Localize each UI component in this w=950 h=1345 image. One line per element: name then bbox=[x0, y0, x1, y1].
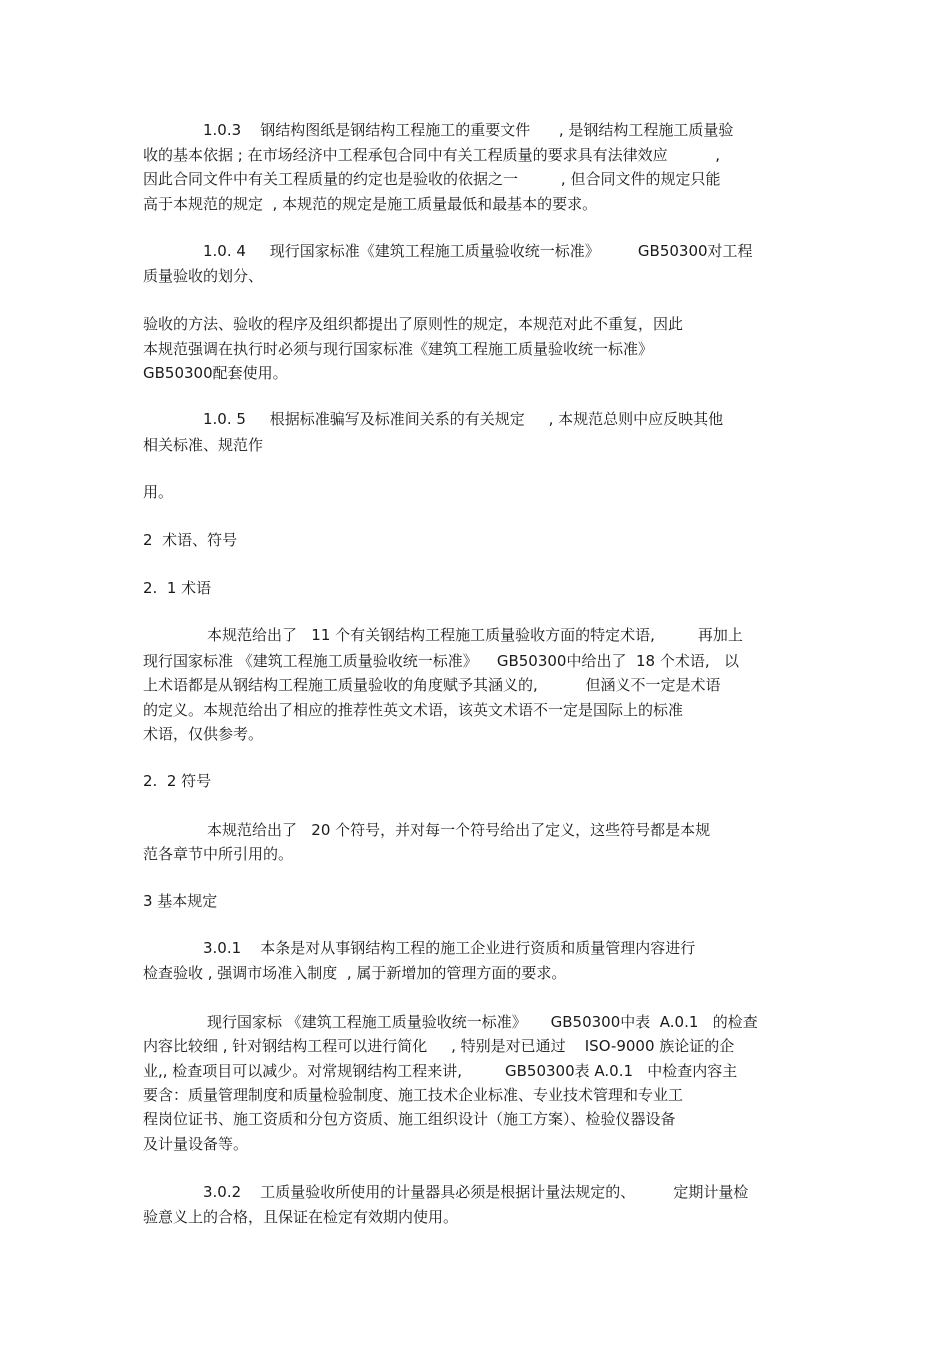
text-line: 验意义上的合格，且保证在检定有效期内使用。 bbox=[143, 1208, 459, 1226]
text-line: 1.0. 5 根据标准骗写及标准间关系的有关规定 , 本规范总则中应反映其他 bbox=[203, 410, 724, 428]
text-line: 的定义。本规范给出了相应的推荐性英文术语，该英文术语不一定是国际上的标准 bbox=[143, 701, 684, 719]
text-line: 1.0.3 钢结构图纸是钢结构工程施工的重要文件 , 是钢结构工程施工质量验 bbox=[203, 121, 734, 139]
text-line: 本规范给出了 11 个有关钢结构工程施工质量验收方面的特定术语, 再加上 bbox=[207, 626, 743, 644]
text-line: 相关标准、规范作 bbox=[143, 436, 264, 454]
text-line: 术语，仅供参考。 bbox=[143, 725, 264, 743]
section-heading: 2. 1 术语 bbox=[143, 579, 212, 597]
text-line: 本规范强调在执行时必须与现行国家标准《建筑工程施工质量验收统一标准》 bbox=[143, 340, 654, 358]
text-line: 内容比较细 , 针对钢结构工程可以进行简化 , 特别是对已通过 ISO-9000 族论证的企 bbox=[143, 1037, 735, 1055]
section-heading: 2 术语、符号 bbox=[143, 531, 238, 549]
text-line: 因此合同文件中有关工程质量的约定也是验收的依据之一 , 但合同文件的规定只能 bbox=[143, 170, 721, 188]
text-line: 1.0. 4 现行国家标准《建筑工程施工质量验收统一标准》 GB50300对工程 bbox=[203, 242, 753, 260]
text-line: 现行国家标 《建筑工程施工质量验收统一标准》 GB50300中表 A.0.1 的检查 bbox=[207, 1013, 758, 1031]
text-line: 本规范给出了 20 个符号，并对每一个符号给出了定义，这些符号都是本规 bbox=[207, 821, 711, 839]
section-heading: 2. 2 符号 bbox=[143, 772, 212, 790]
text-line: 质量验收的划分、 bbox=[143, 267, 264, 285]
text-line: 及计量设备等。 bbox=[143, 1135, 249, 1153]
text-line: 3.0.1 本条是对从事钢结构工程的施工企业进行资质和质量管理内容进行 bbox=[203, 939, 696, 957]
text-line: 现行国家标准 《建筑工程施工质量验收统一标准》 GB50300中给出了 18 个术语, 以 bbox=[143, 652, 739, 670]
text-line: 业,, 检查项目可以减少。对常规钢结构工程来讲, GB50300表 A.0.1 中检查内容主 bbox=[143, 1062, 738, 1080]
text-line: 范各章节中所引用的。 bbox=[143, 845, 294, 863]
text-line: 检查验收 , 强调市场准入制度 , 属于新增加的管理方面的要求。 bbox=[143, 964, 567, 982]
text-line: 验收的方法、验收的程序及组织都提出了原则性的规定，本规范对此不重复，因此 bbox=[143, 315, 684, 333]
text-line: 用。 bbox=[143, 483, 174, 501]
text-line: 要含：质量管理制度和质量检验制度、施工技术企业标准、专业技术管理和专业工 bbox=[143, 1086, 684, 1104]
text-line: 收的基本依据 ; 在市场经济中工程承包合同中有关工程质量的要求具有法律效应 , bbox=[143, 146, 721, 164]
text-line: GB50300配套使用。 bbox=[143, 364, 288, 382]
text-line: 3.0.2 工质量验收所使用的计量器具必须是根据计量法规定的、 定期计量检 bbox=[203, 1183, 749, 1201]
text-line: 高于本规范的规定 , 本规范的规定是施工质量最低和最基本的要求。 bbox=[143, 195, 598, 213]
section-heading: 3 基本规定 bbox=[143, 892, 218, 910]
text-line: 程岗位证书、施工资质和分包方资质、施工组织设计（施工方案）、检验仪器设备 bbox=[143, 1110, 676, 1128]
text-line: 上术语都是从钢结构工程施工质量验收的角度赋予其涵义的, 但涵义不一定是术语 bbox=[143, 676, 721, 694]
